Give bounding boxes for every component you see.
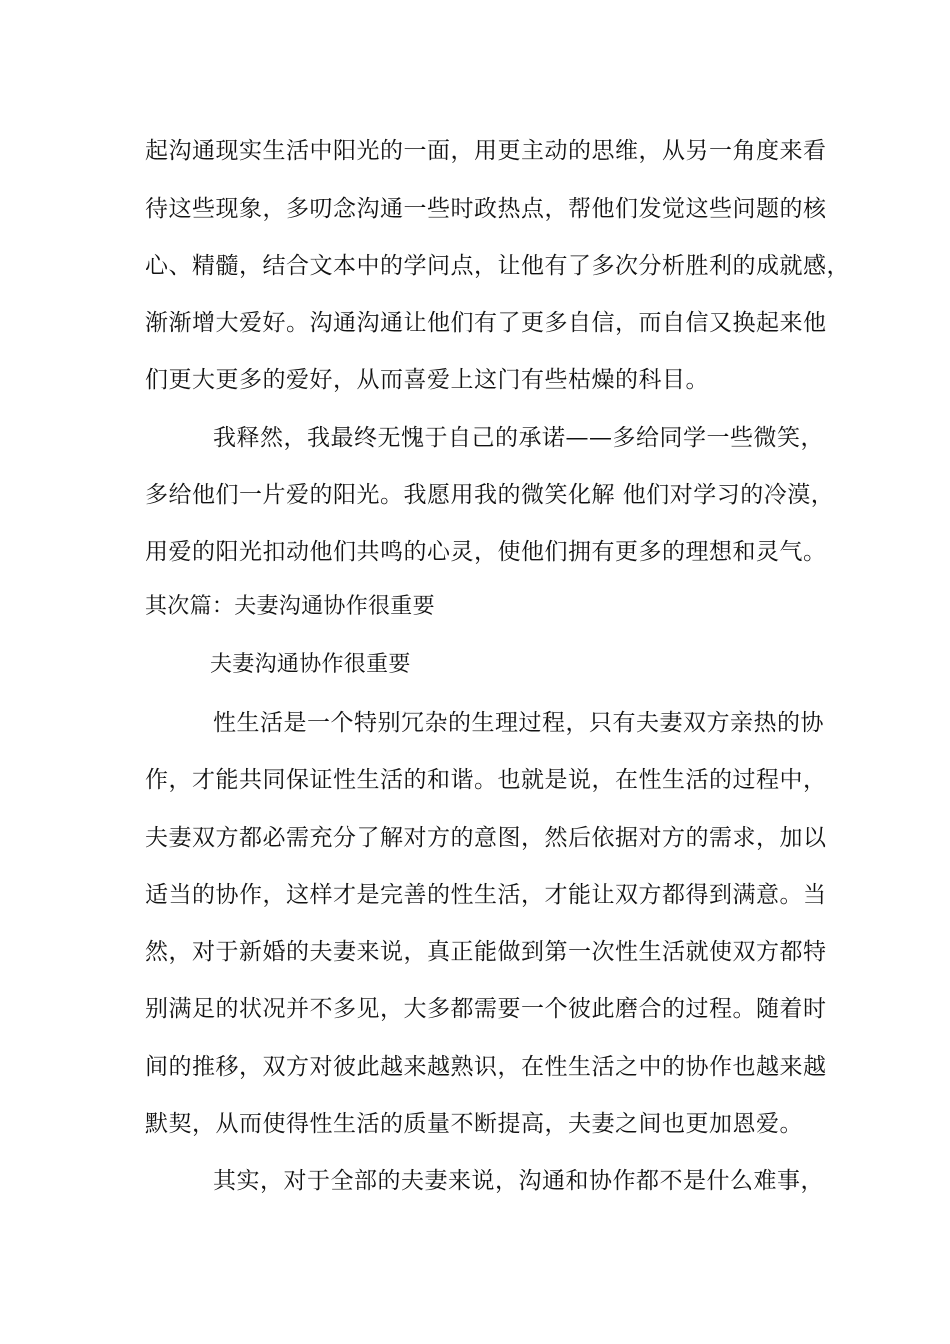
paragraph-line: 起沟通现实生活中阳光的一面，用更主动的思维，从另一角度来看 bbox=[145, 138, 827, 164]
paragraph-line: 间的推移，双方对彼此越来越熟识，在性生活之中的协作也越来越 bbox=[145, 1054, 827, 1080]
paragraph-line: 们更大更多的爱好，从而喜爱上这门有些枯燥的科目。 bbox=[145, 367, 709, 393]
paragraph-line: 心、精髓，结合文本中的学问点，让他有了多次分析胜利的成就感， bbox=[145, 253, 850, 279]
paragraph-line: 多给他们一片爱的阳光。我愿用我的微笑化解 他们对学习的冷漠， bbox=[145, 482, 835, 508]
article-title: 夫妻沟通协作很重要 bbox=[210, 652, 411, 677]
paragraph-line: 默契，从而使得性生活的质量不断提高，夫妻之间也更加恩爱。 bbox=[145, 1111, 803, 1137]
paragraph-line: 夫妻双方都必需充分了解对方的意图，然后依据对方的需求，加以 bbox=[145, 825, 827, 851]
paragraph-line: 然，对于新婚的夫妻来说，真正能做到第一次性生活就使双方都特 bbox=[145, 939, 827, 965]
paragraph-line: 待这些现象，多叨念沟通一些时政热点，帮他们发觉这些问题的核 bbox=[145, 196, 827, 222]
paragraph-line: 作，才能共同保证性生活的和谐。也就是说，在性生活的过程中， bbox=[145, 767, 827, 793]
paragraph-line: 用爱的阳光扣动他们共鸣的心灵，使他们拥有更多的理想和灵气。 bbox=[145, 539, 827, 565]
paragraph-line: 渐渐增大爱好。沟通沟通让他们有了更多自信，而自信又换起来他 bbox=[145, 310, 827, 336]
paragraph-line: 我释然，我最终无愧于自己的承诺——多给同学一些微笑， bbox=[213, 425, 824, 451]
paragraph-line: 其实，对于全部的夫妻来说，沟通和协作都不是什么难事， bbox=[213, 1168, 824, 1194]
paragraph-line: 性生活是一个特别冗杂的生理过程，只有夫妻双方亲热的协 bbox=[213, 710, 824, 736]
paragraph-line: 别满足的状况并不多见，大多都需要一个彼此磨合的过程。随着时 bbox=[145, 996, 827, 1022]
paragraph-line: 适当的协作，这样才是完善的性生活，才能让双方都得到满意。当 bbox=[145, 882, 827, 908]
section-heading: 其次篇：夫妻沟通协作很重要 bbox=[145, 594, 435, 619]
